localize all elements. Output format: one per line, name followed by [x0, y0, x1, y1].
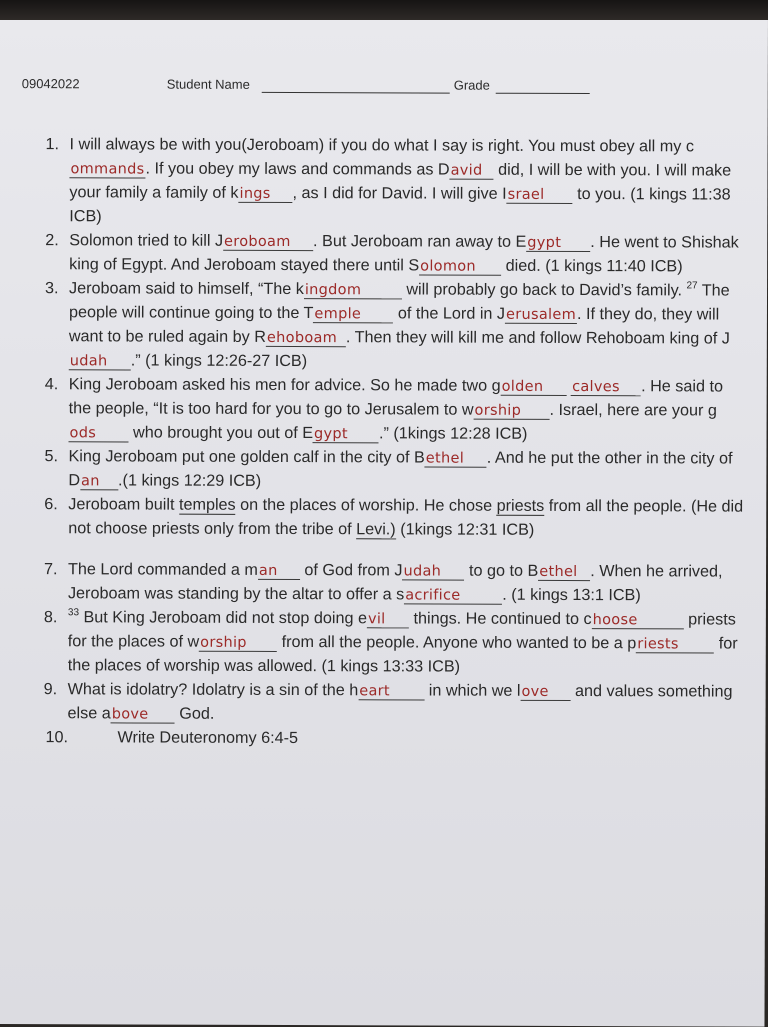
question-text: .” (1 kings 12:26-27 ICB): [130, 351, 308, 371]
question-text: of God from J: [299, 561, 403, 580]
question-list: [43, 132, 745, 751]
question-number: 3.: [45, 279, 59, 298]
question-8: [44, 605, 744, 679]
answer-blank[interactable]: ehoboam: [266, 330, 346, 347]
answer-blank[interactable]: an: [258, 563, 300, 580]
answer-blank[interactable]: ods: [69, 425, 129, 442]
question-text: will probably go back to David’s family.: [401, 280, 687, 300]
question-text: . Then they will kill me and follow Rehoboam king of J: [345, 328, 730, 348]
question-text: , as I did for David. I will give I: [292, 184, 507, 203]
question-text: of the Lord in J: [393, 304, 506, 323]
question-text: The people will continue going to the T: [68, 281, 730, 323]
verse-number: 33: [67, 607, 80, 619]
answer-blank[interactable]: olomon: [419, 258, 501, 275]
question-5: [44, 444, 744, 494]
question-text: God.: [174, 704, 215, 723]
question-text: who brought you out of E: [128, 423, 314, 443]
answer-blank[interactable]: srael: [507, 187, 573, 204]
question-text: . Israel, here are your g: [549, 400, 717, 420]
document-id: 09042022: [21, 76, 80, 92]
answer-blank[interactable]: ethel: [425, 450, 487, 467]
verse-number: 27: [686, 280, 698, 292]
question-6: [44, 492, 744, 542]
question-text: .” (1kings 12:28 ICB): [378, 424, 528, 443]
answer-blank[interactable]: ings: [238, 186, 292, 203]
question-number: 2.: [45, 231, 59, 250]
question-text: for the places of worship was allowed. (1 kings 13:33 ICB): [67, 634, 738, 676]
question-1: [45, 132, 745, 230]
answer-blank[interactable]: gypt: [526, 235, 590, 252]
answer-blank[interactable]: ethel: [538, 564, 590, 581]
question-text: did, I will be with you. I will make your family a family of k: [69, 160, 732, 202]
question-text: and values something else a: [67, 681, 733, 723]
answer-blank[interactable]: udah: [69, 353, 131, 370]
question-number: 10.: [45, 728, 69, 747]
question-text: . When he arrived, Jeroboam was standing by the altar to offer a s: [67, 562, 723, 604]
answer-blank[interactable]: udah: [402, 563, 464, 580]
question-number: 5.: [44, 447, 59, 466]
question-7: [44, 557, 744, 607]
answer-blank[interactable]: riests: [636, 636, 714, 653]
answer-blank[interactable]: ingdom: [304, 282, 402, 299]
question-text: I will always be with you(Jeroboam) if you do what I say is right. You must obey all my c: [69, 135, 694, 156]
question-10: [43, 725, 743, 751]
underlined-word: temples: [178, 495, 236, 514]
answer-blank[interactable]: eroboam: [223, 234, 313, 251]
underlined-word: Levi.): [356, 520, 396, 539]
question-3: [45, 276, 745, 374]
question-text: . If you obey my laws and commands as D: [145, 159, 450, 179]
question-text: priests for the places of w: [67, 610, 736, 651]
question-text: (1kings 12:31 ICB): [395, 520, 535, 539]
question-text: died. (1 kings 11:40 ICB): [501, 256, 683, 276]
question-2: [45, 228, 745, 278]
question-number: 4.: [44, 375, 59, 394]
question-9: [44, 677, 744, 727]
photo-background-edge: [0, 0, 768, 20]
question-number: 8.: [43, 608, 58, 627]
question-text: . (1 kings 13:1 ICB): [502, 585, 641, 605]
answer-blank[interactable]: vil: [367, 611, 409, 628]
question-text: Jeroboam built: [68, 495, 180, 514]
question-text: .(1 kings 12:29 ICB): [118, 471, 262, 490]
question-text: But King Jeroboam did not stop doing e: [78, 608, 368, 628]
question-4: [44, 372, 744, 446]
answer-blank[interactable]: olden: [501, 379, 567, 396]
grade-line[interactable]: [496, 93, 590, 94]
question-text: in which we l: [424, 681, 521, 700]
question-text: King Jeroboam put one golden calf in the city of B: [68, 447, 425, 467]
question-text: . He went to Shishak king of Egypt. And Jeroboam stayed there until S: [69, 233, 739, 275]
grade-label: Grade: [453, 77, 490, 93]
question-text: Jeroboam said to himself, “The k: [69, 279, 304, 299]
question-number: 1.: [45, 135, 60, 154]
question-text: . If they do, they will want to be ruled again by R: [68, 305, 720, 346]
question-number: 6.: [44, 495, 58, 514]
answer-blank[interactable]: hoose: [592, 612, 684, 629]
question-text: Solomon tried to kill J: [69, 231, 224, 250]
question-text: What is idolatry? Idolatry is a sin of the h: [67, 680, 359, 700]
answer-blank[interactable]: avid: [450, 163, 494, 180]
question-text: . But Jeroboam ran away to E: [313, 232, 527, 251]
answer-blank[interactable]: erusalem: [506, 306, 577, 324]
question-text: Write Deuteronomy 6:4-5: [117, 728, 299, 748]
underlined-word: priests: [496, 496, 545, 515]
question-number: 9.: [43, 680, 58, 699]
student-name-line[interactable]: [262, 92, 450, 94]
worksheet-header: [22, 76, 768, 99]
answer-blank[interactable]: orship: [199, 635, 277, 652]
answer-blank[interactable]: gypt: [313, 426, 379, 443]
question-number: 7.: [44, 560, 58, 579]
answer-blank[interactable]: bove: [111, 706, 175, 723]
question-text: The Lord commanded a m: [68, 560, 258, 579]
question-text: to you. (1 kings 11:38 ICB): [69, 184, 731, 226]
question-text: . He said to the people, “It is too hard for you to go to Jerusalem to w: [68, 377, 724, 419]
answer-blank[interactable]: eart: [358, 683, 424, 700]
question-text: from all the people. Anyone who wanted to be a p: [277, 632, 637, 653]
student-name-label: Student Name: [166, 76, 250, 92]
question-text: King Jeroboam asked his men for advice. So he made two g: [68, 375, 501, 395]
answer-blank[interactable]: orship: [474, 403, 550, 420]
question-text: . And he put the other in the city of D: [68, 448, 733, 490]
answer-blank[interactable]: an: [80, 473, 118, 490]
answer-blank[interactable]: ommands: [70, 161, 145, 178]
worksheet-paper: [0, 14, 768, 1027]
answer-blank[interactable]: ove: [520, 684, 570, 701]
question-text: to go to B: [464, 561, 539, 580]
answer-blank[interactable]: acrifice: [404, 587, 502, 604]
answer-blank[interactable]: emple: [313, 306, 393, 323]
question-text: things. He continued to c: [408, 609, 592, 629]
question-text: on the places of worship. He chose: [235, 495, 497, 515]
answer-blank[interactable]: calves: [571, 379, 641, 396]
question-text: from all the people. (He did not choose priests only from the tribe of: [68, 496, 744, 539]
